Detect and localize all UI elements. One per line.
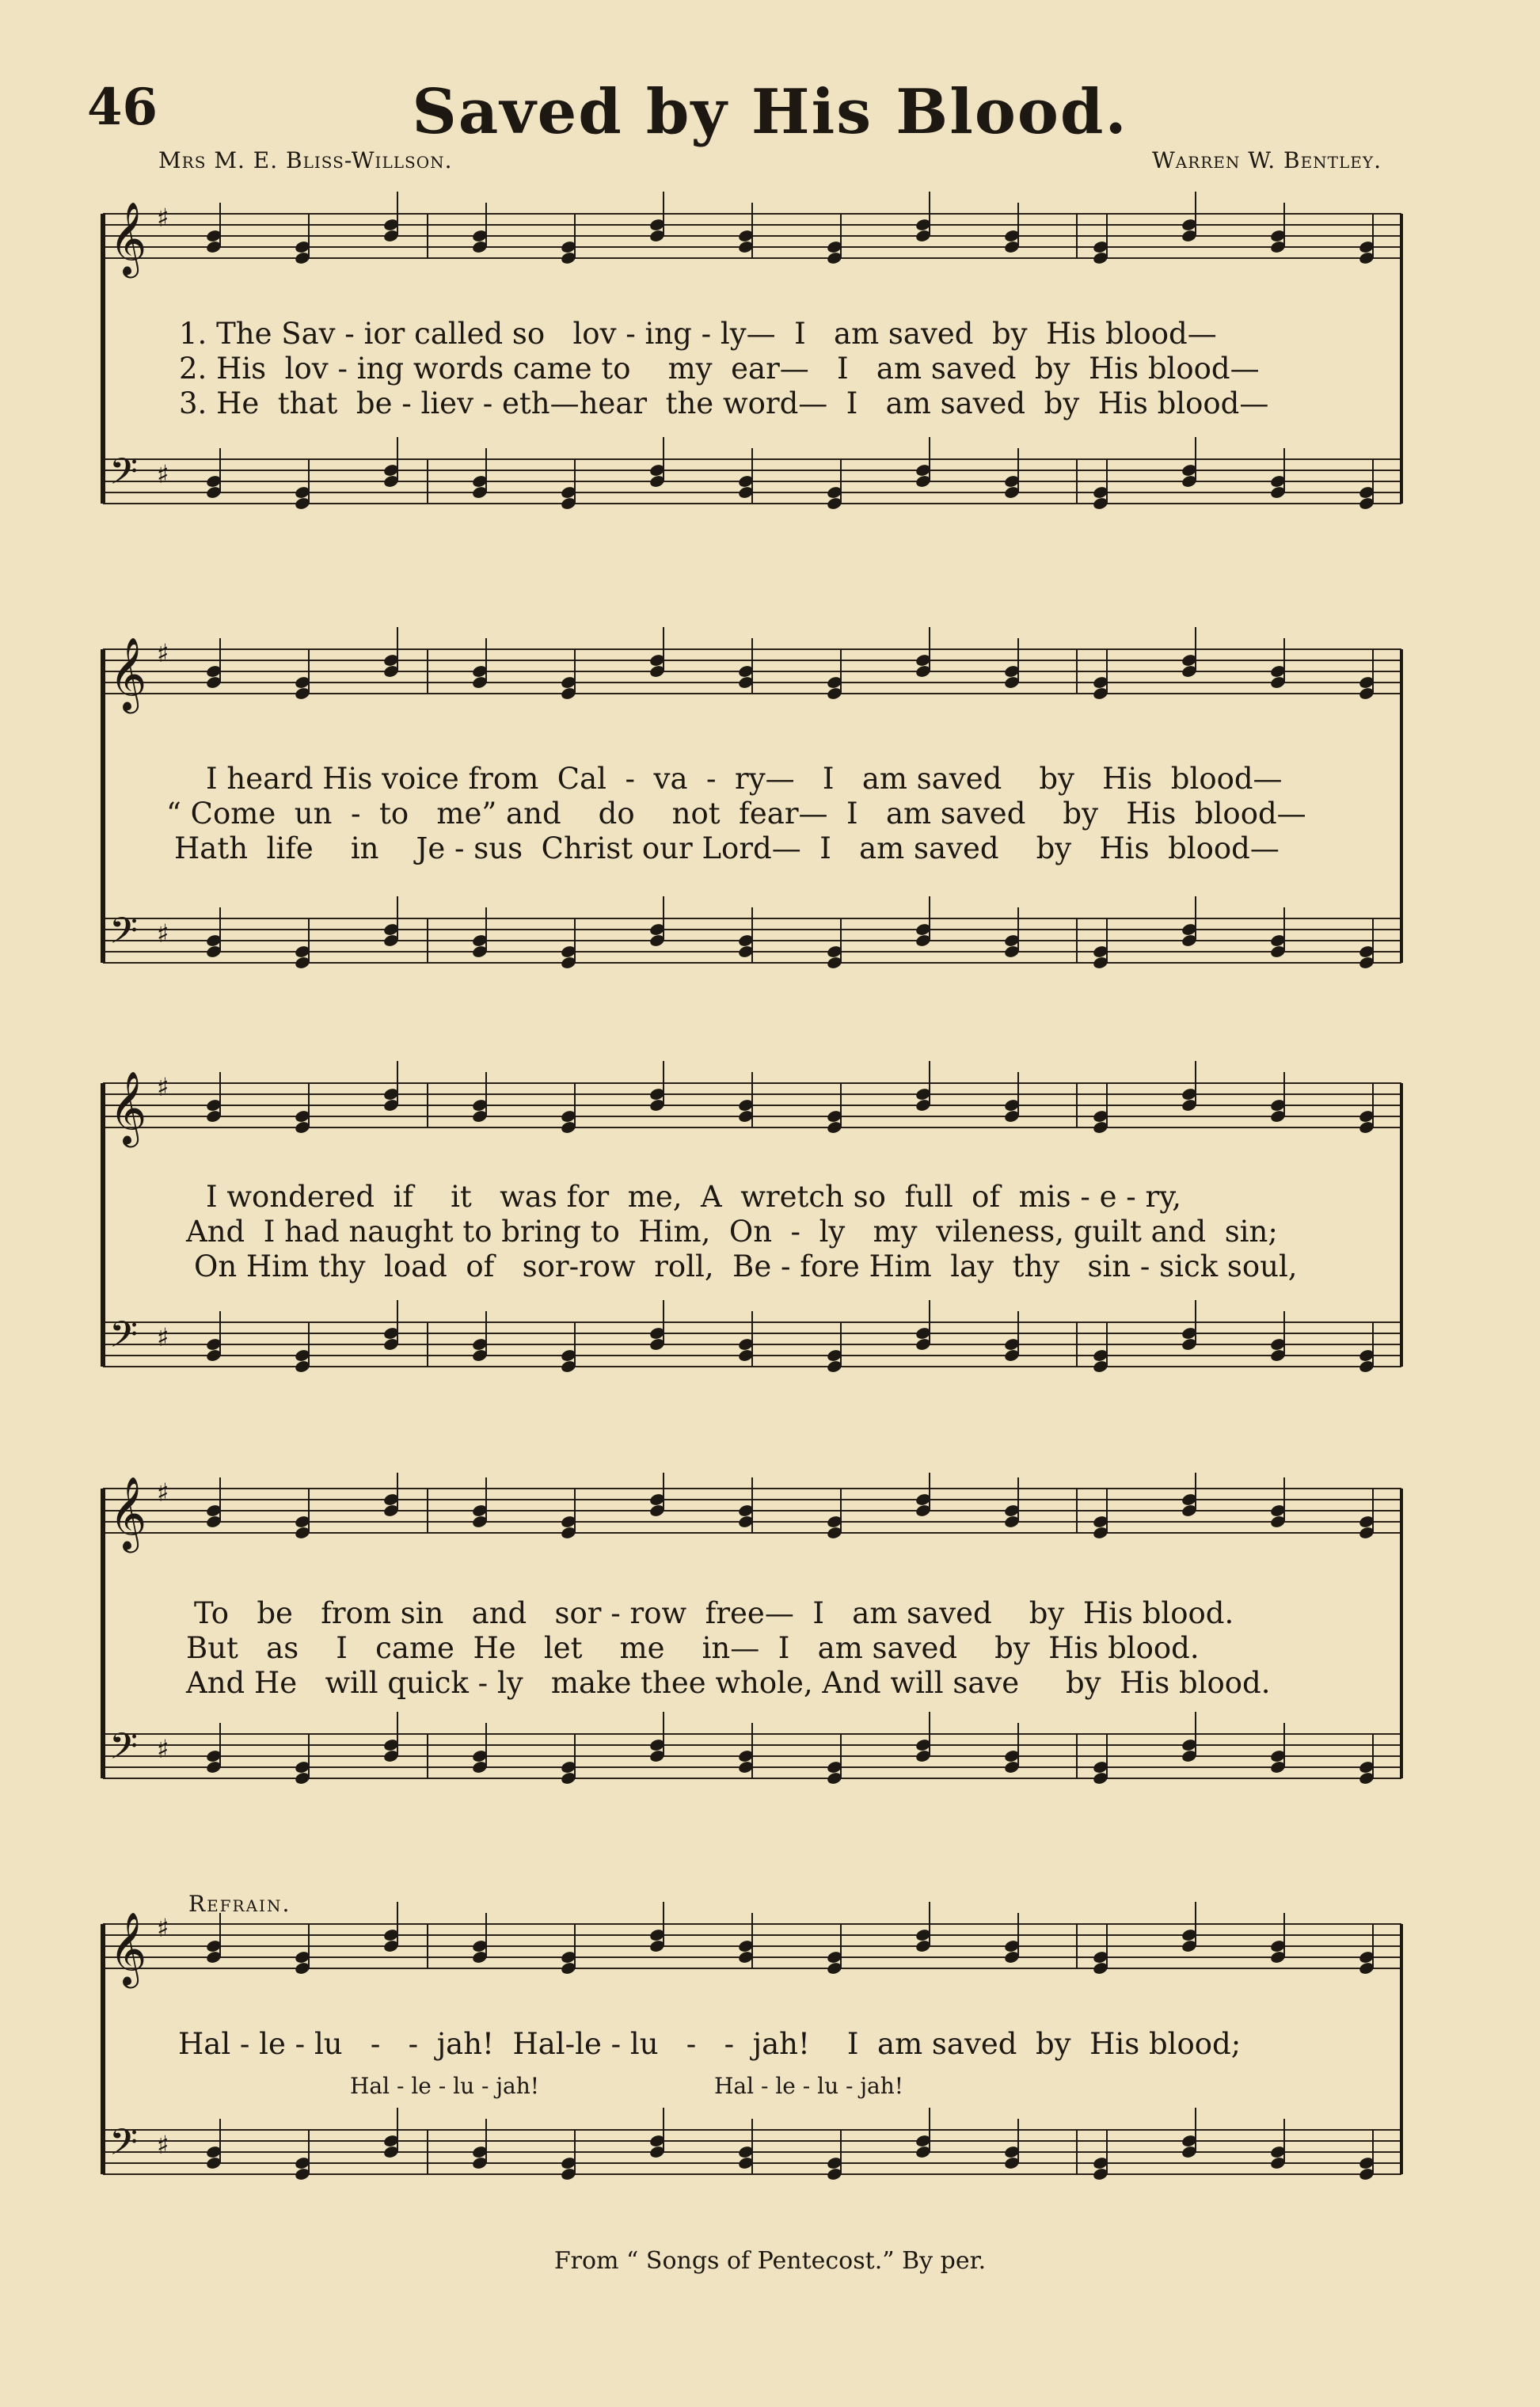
svg-text:𝄞: 𝄞 — [109, 637, 147, 710]
verse-1-line: I heard His voice from Cal - va - ry— I am saved by His blood— — [206, 762, 1283, 796]
svg-text:♯: ♯ — [157, 203, 169, 233]
svg-text:♯: ♯ — [157, 1734, 169, 1764]
verse-2-line: But as I came He let me in— I am saved by His blood. — [186, 1631, 1200, 1665]
svg-text:♯: ♯ — [157, 1477, 169, 1508]
svg-text:𝄢: 𝄢 — [109, 2121, 139, 2173]
svg-text:♯: ♯ — [157, 1322, 169, 1352]
hymn-title: Saved by His Blood. — [412, 76, 1128, 148]
verse-3-line: 3. He that be - liev - eth—hear the word— I am saved by His blood— — [179, 386, 1269, 420]
svg-text:♯: ♯ — [157, 638, 169, 668]
verse-1-line: To be from sin and sor - row free— I am saved by His blood. — [194, 1596, 1234, 1630]
svg-text:𝄢: 𝄢 — [109, 451, 139, 502]
verse-2-line: “ Come un - to me” and do not fear— I am saved by His blood— — [166, 797, 1306, 831]
staff-lines — [87, 1900, 1409, 2233]
svg-text:♯: ♯ — [157, 918, 169, 949]
svg-text:♯: ♯ — [157, 459, 169, 489]
verse-3-line: And He will quick - ly make thee whole, And will save by His blood. — [186, 1666, 1271, 1700]
page-number: 46 — [87, 78, 158, 137]
verse-1-line: I wondered if it was for me, A wretch so full of mis - e - ry, — [206, 1180, 1181, 1214]
verse-2-line: 2. His lov - ing words came to my ear— I am saved by His blood— — [179, 352, 1260, 386]
verse-1-line: 1. The Sav - ior called so lov - ing - ly— I am saved by His blood— — [179, 317, 1217, 351]
refrain-label: Refrain. — [188, 1891, 291, 1917]
svg-text:♯: ♯ — [157, 2130, 169, 2160]
svg-text:𝄞: 𝄞 — [109, 1070, 147, 1144]
lyricist-credit: Mrs M. E. Bliss-Willson. — [158, 147, 453, 173]
svg-text:𝄢: 𝄢 — [109, 1314, 139, 1365]
verse-3-line: Hath life in Je - sus Christ our Lord— I am saved by His blood— — [174, 831, 1280, 865]
verse-2-line: And I had naught to bring to Him, On - ly my vileness, guilt and sin; — [186, 1215, 1278, 1249]
composer-credit: Warren W. Bentley. — [1151, 147, 1382, 173]
footer-credit: From “ Songs of Pentecost.” By per. — [553, 2247, 987, 2275]
music-system-4 — [87, 1473, 1409, 1869]
svg-text:𝄞: 𝄞 — [109, 201, 147, 275]
refrain-lyric-line: Hal - le - lu - - jah! Hal-le - lu - - jah! I am saved by His blood; — [178, 2027, 1242, 2061]
refrain-echo-1: Hal - le - lu - jah! — [350, 2073, 540, 2099]
svg-text:𝄞: 𝄞 — [109, 1476, 147, 1550]
svg-text:𝄞: 𝄞 — [109, 1911, 147, 1985]
svg-text:𝄢: 𝄢 — [109, 910, 139, 961]
svg-text:𝄢: 𝄢 — [109, 1725, 139, 1777]
svg-text:♯: ♯ — [157, 1913, 169, 1943]
svg-text:♯: ♯ — [157, 1072, 169, 1102]
music-system-1 — [87, 182, 1409, 578]
music-system-2 — [87, 626, 1409, 1021]
verse-3-line: On Him thy load of sor-row roll, Be - fore Him lay thy sin - sick soul, — [194, 1249, 1298, 1283]
music-system-refrain — [87, 1900, 1409, 2233]
music-system-3 — [87, 1045, 1409, 1441]
refrain-echo-2: Hal - le - lu - jah! — [714, 2073, 904, 2099]
